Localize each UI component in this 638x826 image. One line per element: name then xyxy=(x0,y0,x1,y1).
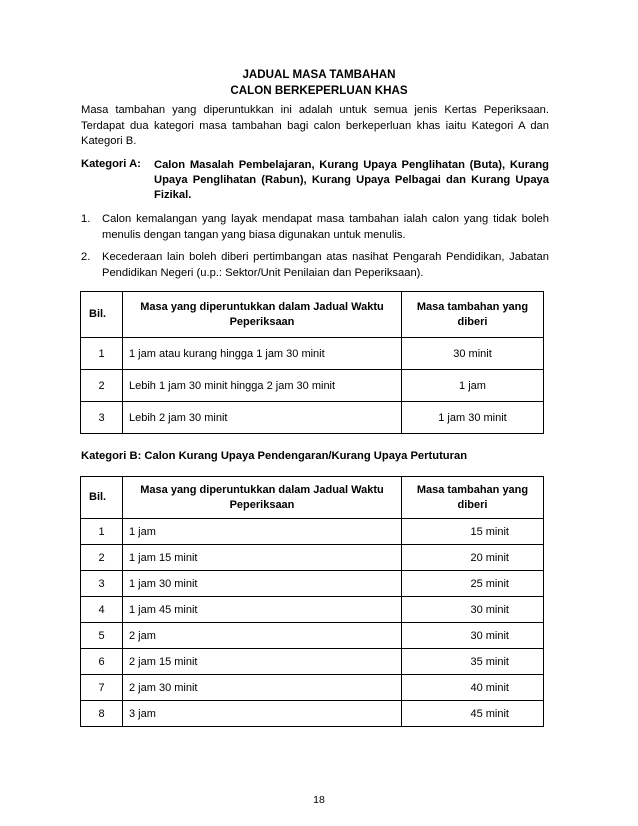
note-text: Calon kemalangan yang layak mendapat masa tambahan ialah calon yang tidak boleh menulis dengan tangan yang biasa digunakan untuk menulis. xyxy=(102,213,549,241)
cell-tambahan: 40 minit xyxy=(402,675,544,701)
cell-bil: 1 xyxy=(81,338,123,370)
cell-tambahan: 30 minit xyxy=(402,623,544,649)
note-text: Kecederaan lain boleh diberi pertimbangan atas nasihat Pengarah Pendidikan, Jabatan Pendidikan Negeri (u.p.: Sektor/Unit Penilaian dan Peperiksaan). xyxy=(102,251,549,279)
header-tambahan: Masa tambahan yang diberi xyxy=(402,477,544,519)
cell-tambahan: 15 minit xyxy=(402,519,544,545)
intro-paragraph: Masa tambahan yang diperuntukkan ini adalah untuk semua jenis Kertas Peperiksaan. Terdapat dua kategori masa tambahan bagi calon berkeperluan khas iaitu Kategori A dan Kategori B. xyxy=(81,104,549,147)
table-row xyxy=(81,623,544,649)
note-number: 2. xyxy=(81,251,91,263)
table-row xyxy=(81,571,544,597)
cell-masa: Lebih 2 jam 30 minit xyxy=(123,402,402,434)
header-masa: Masa yang diperuntukkan dalam Jadual Waktu Peperiksaan xyxy=(123,292,402,338)
cell-bil: 5 xyxy=(81,623,123,649)
cell-bil: 3 xyxy=(81,571,123,597)
heading-line-2: CALON BERKEPERLUAN KHAS xyxy=(230,84,408,97)
cell-bil: 4 xyxy=(81,597,123,623)
cell-bil: 8 xyxy=(81,701,123,727)
table-row xyxy=(81,597,544,623)
cell-masa: 1 jam 15 minit xyxy=(123,545,402,571)
cell-masa: 1 jam atau kurang hingga 1 jam 30 minit xyxy=(123,338,402,370)
header-bil: Bil. xyxy=(81,477,123,519)
table-row xyxy=(81,402,544,434)
cell-tambahan: 1 jam 30 minit xyxy=(402,402,544,434)
note-number: 1. xyxy=(81,213,91,225)
table-row xyxy=(81,338,544,370)
table-header-row xyxy=(81,477,544,519)
cell-masa: 2 jam xyxy=(123,623,402,649)
table-row xyxy=(81,370,544,402)
cell-tambahan: 1 jam xyxy=(402,370,544,402)
table-row xyxy=(81,545,544,571)
kategori-a-label: Kategori A: xyxy=(81,158,141,170)
cell-bil: 3 xyxy=(81,402,123,434)
cell-masa: 2 jam 30 minit xyxy=(123,675,402,701)
table-row xyxy=(81,675,544,701)
cell-masa: 2 jam 15 minit xyxy=(123,649,402,675)
cell-tambahan: 25 minit xyxy=(402,571,544,597)
cell-tambahan: 35 minit xyxy=(402,649,544,675)
table-row xyxy=(81,649,544,675)
cell-bil: 7 xyxy=(81,675,123,701)
table-row xyxy=(81,519,544,545)
cell-bil: 2 xyxy=(81,545,123,571)
cell-masa: Lebih 1 jam 30 minit hingga 2 jam 30 minit xyxy=(123,370,402,402)
header-tambahan: Masa tambahan yang diberi xyxy=(402,292,544,338)
cell-tambahan: 45 minit xyxy=(402,701,544,727)
table-kategori-a xyxy=(80,291,544,434)
cell-tambahan: 20 minit xyxy=(402,545,544,571)
table-kategori-b xyxy=(80,476,544,727)
cell-masa: 3 jam xyxy=(123,701,402,727)
cell-tambahan: 30 minit xyxy=(402,338,544,370)
table-header-row xyxy=(81,292,544,338)
kategori-b-title: Kategori B: Calon Kurang Upaya Pendengaran/Kurang Upaya Pertuturan xyxy=(81,450,468,462)
page-number: 18 xyxy=(313,794,325,806)
cell-masa: 1 jam 45 minit xyxy=(123,597,402,623)
kategori-a-text: Calon Masalah Pembelajaran, Kurang Upaya Penglihatan (Buta), Kurang Upaya Penglihatan (Rabun), Kurang Upaya Pelbagai dan Kurang Upaya Fizikal. xyxy=(154,159,549,201)
cell-masa: 1 jam 30 minit xyxy=(123,571,402,597)
heading-line-1: JADUAL MASA TAMBAHAN xyxy=(242,68,396,81)
cell-bil: 6 xyxy=(81,649,123,675)
cell-tambahan: 30 minit xyxy=(402,597,544,623)
header-masa: Masa yang diperuntukkan dalam Jadual Waktu Peperiksaan xyxy=(123,477,402,519)
table-row xyxy=(81,701,544,727)
header-bil: Bil. xyxy=(81,292,123,338)
cell-masa: 1 jam xyxy=(123,519,402,545)
cell-bil: 2 xyxy=(81,370,123,402)
cell-bil: 1 xyxy=(81,519,123,545)
